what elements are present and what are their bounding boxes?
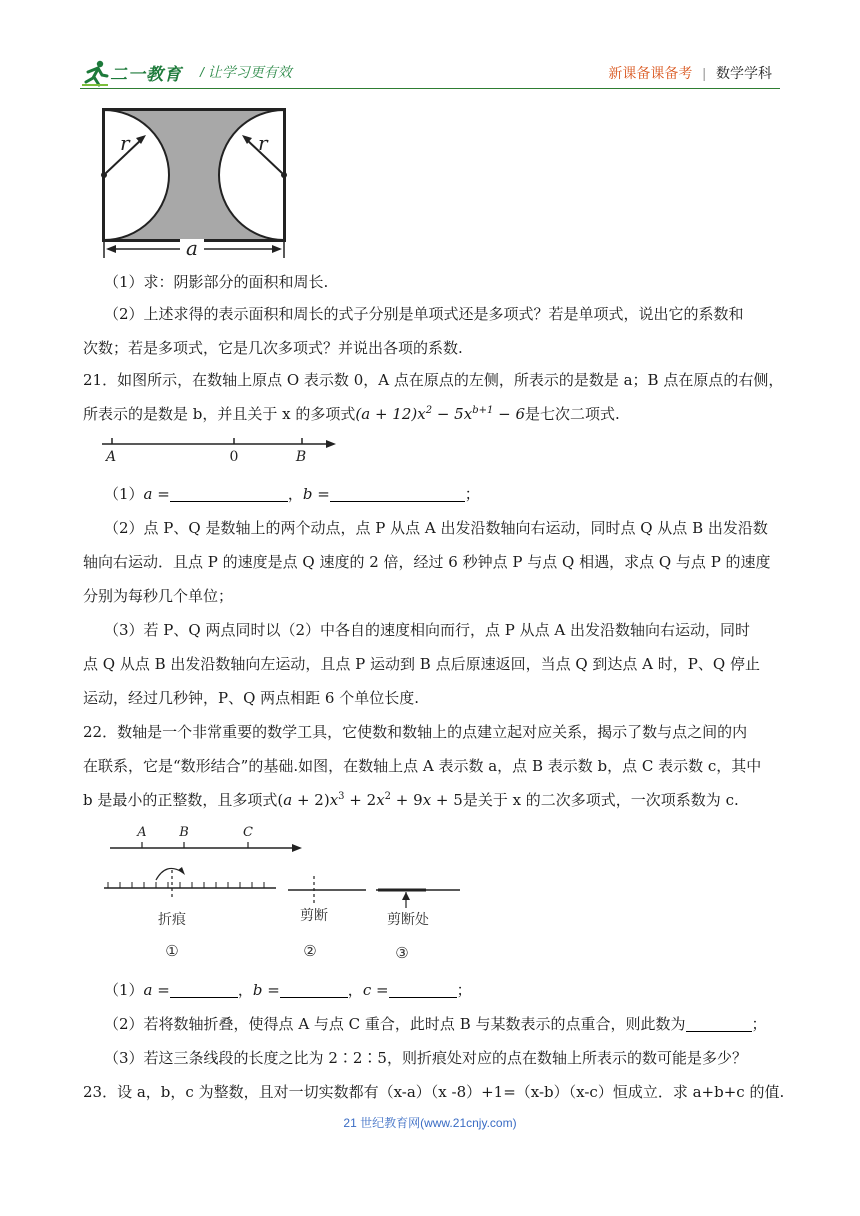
q22-line3 [83,790,763,810]
q22-caption-num1: ① [165,942,179,960]
q21-sub1-b: b = [302,485,330,503]
figure-label-r-right: r [258,131,268,155]
q21-line2-pre: 所表示的是数是 b，并且关于 x 的多项式 [83,405,356,423]
q21-number-line [98,434,342,466]
q21-axis-label-a: A [105,449,117,465]
q23-line1: 23．设 a，b，c 为整数，且对一切实数都有（x-a）（x -8）+1=（x-b）（x-c）恒成立．求 a+b+c 的值. [83,1083,785,1101]
q21-sub3-line2: 点 Q 从点 B 出发沿数轴向左运动，且点 P 运动到 B 点后原速返回，当点 Q 到达点 A 时，P、Q 停止 [83,655,760,673]
q22-formula: $(a + 2)x^3 + 2x^2 + 9x + 5$ [277,791,463,809]
q21-sub3-line3: 运动，经过几秒钟，P、Q 两点相距 6 个单位长度. [83,689,420,707]
q22-caption-num2: ② [303,942,317,960]
q22-caption-cut: 剪断 [300,908,328,924]
page-header [80,58,780,90]
figure-rectangle-semicircles [98,106,294,260]
q21-line2 [83,404,763,424]
q21-sub2-line1: （2）点 P、Q 是数轴上的两个动点，点 P 从点 A 出发沿数轴向右运动，同时点 Q 从点 B 出发沿数 [104,519,768,537]
q22-sub1-sep2: ， [347,981,363,999]
q22-caption-cutpos: 剪断处 [387,912,429,928]
q22-sub2-blank[interactable] [686,1016,752,1032]
figure-label-a: a [186,236,198,260]
q22-sub1-a: a = [143,981,170,999]
q21-sub1-pre: （1） [104,485,144,503]
q22-line1: 22．数轴是一个非常重要的数学工具，它使数和数轴上的点建立起对应关系，揭示了数与点之间的内 [83,723,748,741]
q22-caption-num3: ③ [395,944,409,962]
q22-sub1-pre: （1） [104,981,144,999]
runner-logo-icon [80,58,110,88]
q22-answer-c-blank[interactable] [389,982,457,998]
q22-figure [100,818,470,964]
q22-sub2 [104,1014,784,1034]
q21-line1: 21．如图所示，在数轴上原点 O 表示数 0，A 点在原点的左侧，所表示的是数是 a；B 点在原点的右侧， [83,371,784,389]
q22-sub1 [104,980,784,1000]
q22-answer-a-blank[interactable] [170,982,238,998]
q22-line3-pre: b 是最小的正整数，且多项式 [83,791,278,809]
q21-sub3-line1: （3）若 P、Q 两点同时以（2）中各自的速度相向而行，点 P 从点 A 出发沿数轴向右运动，同时 [104,621,751,639]
q21-answer-a-blank[interactable] [170,486,288,502]
q22-answer-b-blank[interactable] [280,982,348,998]
logo-text: 二一教育 [110,65,182,84]
header-separator: | [702,65,706,81]
q22-axis-label-c: C [243,825,253,840]
header-subject: 数学学科 [716,65,772,81]
q21-sub2-line3: 分别为每秒几个单位； [83,587,234,605]
q21-axis-label-b: B [295,449,307,465]
q21-line2-post: 是七次二项式. [525,405,620,423]
q20-part1: （1）求：阴影部分的面积和周长. [104,273,329,291]
header-slogan: / 让学习更有效 [200,64,292,80]
q22-line2: 在联系，它是“数形结合”的基础.如图，在数轴上点 A 表示数 a，点 B 表示数 b，点 C 表示数 c，其中 [83,757,762,775]
q22-sub1-end: ； [456,981,472,999]
q21-sub1-mid: ， [287,485,303,503]
q21-answer-b-blank[interactable] [330,486,465,502]
q20-part2-line2: 次数；若是多项式，它是几次多项式？并说出各项的系数. [83,339,463,357]
q22-axis-label-b: B [179,825,189,840]
q22-caption-fold: 折痕 [158,912,186,928]
q21-sub1 [104,484,784,504]
q20-part2-line1: （2）上述求得的表示面积和周长的式子分别是单项式还是多项式？若是单项式，说出它的系数和 [104,305,744,323]
page-footer[interactable]: 21 世纪教育网(www.21cnjy.com) [343,1116,517,1130]
q21-formula: $(a + 12)x^2 - 5x^{b+1} - 6$ [355,405,526,423]
q22-sub2-text: （2）若将数轴折叠，使得点 A 与点 C 重合，此时点 B 与某数表示的点重合，则此数为 [104,1015,686,1033]
q21-axis-label-0: 0 [229,449,239,465]
header-subject-area [608,63,772,83]
q22-sub3: （3）若这三条线段的长度之比为 2∶2∶5，则折痕处对应的点在数轴上所表示的数可能是多少？ [104,1049,747,1067]
q22-axis-label-a: A [137,825,147,840]
header-category: 新课备课备考 [608,65,693,81]
q22-sub1-b: b = [252,981,280,999]
header-divider [80,88,780,89]
q21-sub2-line2: 轴向右运动．且点 P 的速度是点 Q 速度的 2 倍，经过 6 秒钟点 P 与点 Q 相遇，求点 Q 与点 P 的速度 [83,553,771,571]
q21-sub1-a: a = [143,485,170,503]
q21-sub1-end: ； [464,485,480,503]
q22-line3-post: 是关于 x 的二次多项式，一次项系数为 c. [462,791,739,809]
q22-sub1-sep1: ， [237,981,253,999]
q22-sub2-end: ； [751,1015,767,1033]
figure-label-r-left: r [120,131,130,155]
q22-sub1-c: c = [362,981,389,999]
